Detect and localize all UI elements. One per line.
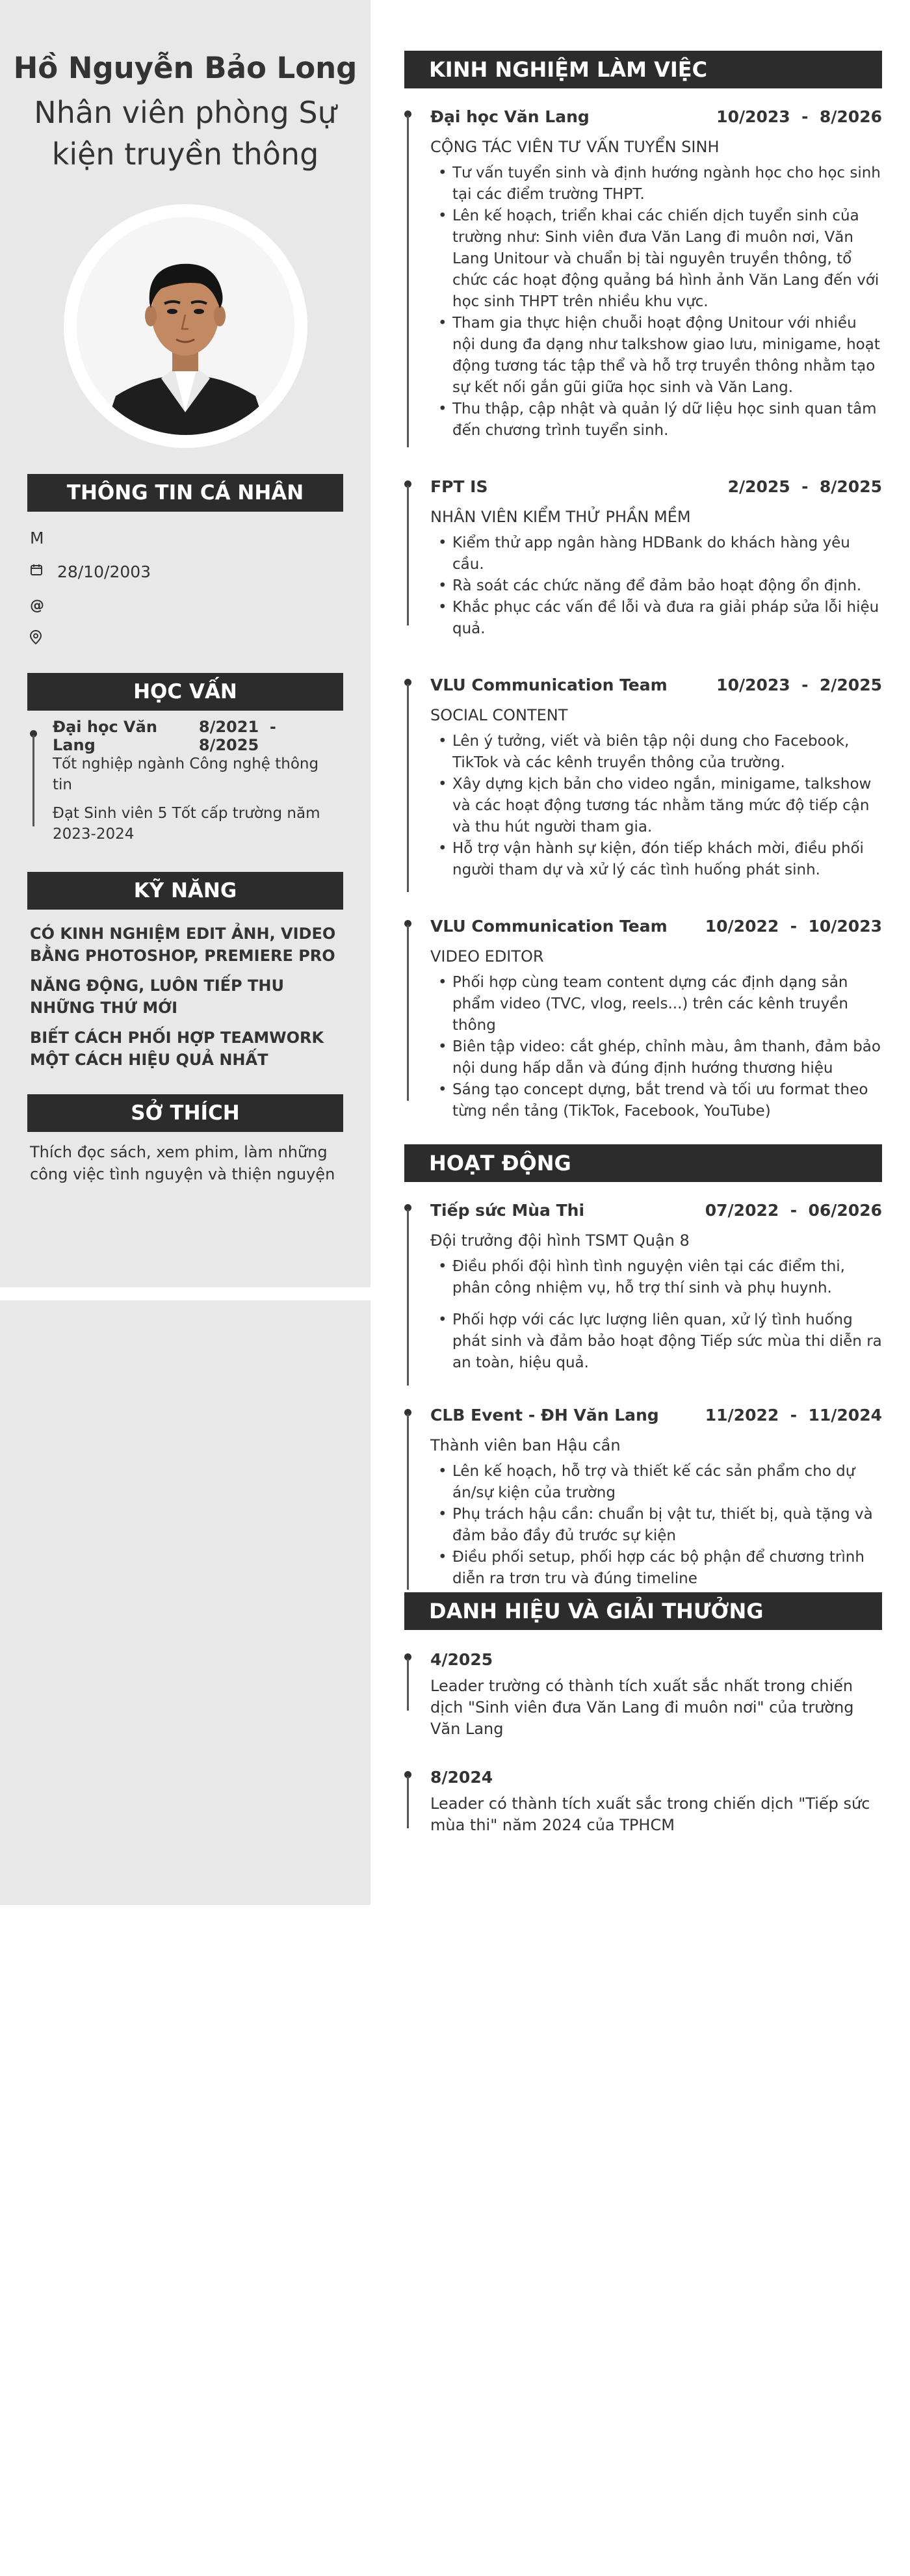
skill-item: NĂNG ĐỘNG, LUÔN TIẾP THU NHỮNG THỨ MỚI (30, 977, 284, 1017)
experience-end: 10/2023 (808, 916, 882, 936)
avatar (77, 217, 294, 435)
experience-org: VLU Communication Team (430, 675, 668, 694)
activity-dates: 07/2022 - 06/2026 (705, 1200, 882, 1220)
bullet-item: • Điều phối setup, phối hợp các bộ phận để chương trình diễn ra trơn tru và đúng timeline (430, 1547, 882, 1590)
sidebar-continued (0, 1300, 370, 1905)
profile-role (0, 92, 370, 175)
bullet-item: • Lên kế hoạch, hỗ trợ và thiết kế các sản phẩm cho dự án/sự kiện của trường (430, 1461, 882, 1504)
bullet-item: • Phối hợp cùng team content dựng các định dạng sản phẩm video (TVC, vlog, reels...) trên các kênh truyền thông (430, 972, 882, 1036)
bullet-item: • Điều phối đội hình tình nguyện viên tại các điểm thi, phân công nhiệm vụ, hỗ trợ thí sinh và phụ huynh. (430, 1256, 882, 1299)
experience-entry (404, 101, 882, 441)
experience-entry (404, 471, 882, 640)
timeline-line (407, 684, 409, 892)
award-date: 8/2024 (430, 1767, 493, 1787)
bullet-item: • Tư vấn tuyển sinh và định hướng ngành học cho học sinh tại các điểm trường THPT. (430, 163, 882, 205)
gender-row (30, 521, 341, 555)
experience-start: 10/2023 (716, 107, 790, 126)
sidebar (0, 0, 370, 1287)
experience-org: Đại học Văn Lang (430, 107, 590, 126)
dob-row (30, 555, 341, 588)
location-icon (30, 630, 44, 648)
bullet-item: • Lên kế hoạch, triển khai các chiến dịch tuyển sinh của trường như: Sinh viên đưa Văn Lang đi muôn nơi, Văn Lang Unitour và chuẩn bị tài nguyên truyền thông, tổ chức các hoạt động quảng bá hình ảnh Văn Lang đến với học sinh THPT trên nhiều khu vực. (430, 205, 882, 313)
experience-title: VIDEO EDITOR (430, 947, 544, 966)
bullet-item: • Xây dựng kịch bản cho video ngắn, minigame, talkshow và các hoạt động tương tác nhằm tăng mức độ tiếp cận và thu hút người tham gia. (430, 774, 882, 838)
bullet-item: • Sáng tạo concept dựng, bắt trend và tối ưu format theo từng nền tảng (TikTok, Facebook, YouTube) (430, 1079, 882, 1122)
experience-header (430, 911, 882, 941)
activity-title: Thành viên ban Hậu cần (430, 1436, 621, 1454)
activity-org: CLB Event - ĐH Văn Lang (430, 1405, 659, 1425)
activity-header (430, 1195, 882, 1225)
dob-value: 28/10/2003 (57, 562, 151, 581)
experience-dates: 2/2025 - 8/2025 (727, 477, 882, 496)
skill-item: CÓ KINH NGHIỆM EDIT ẢNH, VIDEO BẰNG PHOTOSHOP, PREMIERE PRO (30, 925, 336, 965)
experience-bullets (430, 163, 882, 441)
personal-info-list (0, 512, 370, 656)
experience-org: FPT IS (430, 477, 488, 496)
activity-org: Tiếp sức Mùa Thi (430, 1200, 585, 1220)
skills-heading: KỸ NĂNG (27, 872, 343, 910)
education-dates: 8/2021 - 8/2025 (198, 718, 282, 754)
experience-entry (404, 670, 882, 881)
activity-start: 07/2022 (705, 1200, 779, 1220)
email-row (30, 588, 341, 622)
timeline-line (407, 486, 409, 625)
avatar-frame (64, 204, 307, 448)
education-school: Đại học Văn Lang (53, 718, 157, 754)
timeline-line (32, 735, 34, 826)
experience-dates: 10/2022 - 10/2023 (705, 916, 882, 936)
experience-title: NHÂN VIÊN KIỂM THỬ PHẦN MỀM (430, 508, 691, 526)
activity-start: 11/2022 (705, 1405, 779, 1425)
bullet-item: • Lên ý tưởng, viết và biên tập nội dung cho Facebook, TikTok và các kênh truyền thông của trường. (430, 731, 882, 774)
experience-heading: KINH NGHIỆM LÀM VIỆC (404, 51, 882, 88)
avatar-portrait-icon (77, 217, 294, 435)
timeline-line (407, 1304, 409, 1386)
bullet-item: • Thu thập, cập nhật và quản lý dữ liệu học sinh quan tâm đến chương trình tuyển sinh. (430, 399, 882, 441)
experience-entry (404, 911, 882, 1122)
education-start: 8/2021 (198, 718, 259, 736)
education-end: 8/2025 (198, 736, 259, 754)
experience-header (430, 471, 882, 501)
calendar-icon (30, 563, 44, 580)
experience-title: CỘNG TÁC VIÊN TƯ VẤN TUYỂN SINH (430, 138, 720, 156)
hobbies-heading: SỞ THÍCH (27, 1094, 343, 1132)
activity-bullets (430, 1461, 882, 1590)
bullet-item: • Tham gia thực hiện chuỗi hoạt động Unitour với nhiều nội dung đa dạng như talkshow giao lưu, minigame, hoạt động tương tác tập thể và hỗ trợ truyền thông nhằm tạo sự kết nối gắn gũi giữa học sinh và Văn Lang. (430, 313, 882, 399)
timeline-line (407, 1776, 409, 1828)
timeline-line (407, 116, 409, 447)
activity-entry (404, 1400, 882, 1590)
main-column (404, 51, 882, 1299)
education-degree: Tốt nghiệp ngành Công nghệ thông tin (53, 756, 319, 793)
activity-title: Đội trưởng đội hình TSMT Quận 8 (430, 1231, 690, 1250)
bullet-item: • Khắc phục các vấn đề lỗi và đưa ra giải pháp sửa lỗi hiệu quả. (430, 597, 882, 640)
bullet-item: • Phụ trách hậu cần: chuẩn bị vật tư, thiết bị, quà tặng và đảm bảo đầy đủ trước sự kiện (430, 1504, 882, 1547)
gender-value: M (30, 528, 44, 547)
award-entry (404, 1644, 882, 1740)
award-entry (404, 1762, 882, 1836)
award-date: 4/2025 (430, 1649, 493, 1669)
location-row (30, 622, 341, 656)
profile-role-line-1: Nhân viên phòng Sự (34, 95, 337, 130)
profile-role-line-2: kiện truyền thông (51, 137, 319, 172)
experience-bullets (430, 532, 882, 640)
activities-heading: HOẠT ĐỘNG (404, 1144, 882, 1182)
cv-page-2 (0, 1300, 910, 1905)
bullet-item: • Kiểm thử app ngân hàng HDBank do khách hàng yêu cầu. (430, 532, 882, 575)
experience-header (430, 101, 882, 131)
experience-end: 2/2025 (819, 675, 882, 694)
education-achievement: Đạt Sinh viên 5 Tốt cấp trường năm 2023-2024 (53, 805, 320, 843)
activity-end: 06/2026 (808, 1200, 882, 1220)
education-header (53, 718, 341, 754)
experience-end: 8/2025 (819, 477, 882, 496)
bullet-item: • Biên tập video: cắt ghép, chỉnh màu, âm thanh, đảm bảo nội dung hấp dẫn và đúng định hướng thương hiệu (430, 1036, 882, 1079)
experience-start: 2/2025 (727, 477, 790, 496)
timeline-line (407, 1209, 409, 1307)
experience-start: 10/2022 (705, 916, 779, 936)
education-entry (30, 718, 341, 845)
profile-name: Hồ Nguyễn Bảo Long (13, 51, 358, 85)
activity-bullets (430, 1256, 882, 1299)
activity-entry (404, 1195, 882, 1299)
experience-end: 8/2026 (819, 107, 882, 126)
experience-dates: 10/2023 - 2/2025 (716, 675, 882, 694)
bullet-item: • Phối hợp với các lực lượng liên quan, xử lý tình huống phát sinh và đảm bảo hoạt động Tiếp sức mùa thi diễn ra an toàn, hiệu quả. (430, 1309, 882, 1374)
award-text: Leader có thành tích xuất sắc trong chiến dịch "Tiếp sức mùa thi" năm 2024 của TPHCM (430, 1794, 870, 1834)
activity-entry-continued (404, 1304, 882, 1374)
activity-dates: 11/2022 - 11/2024 (705, 1405, 882, 1425)
experience-title: SOCIAL CONTENT (430, 706, 568, 724)
email-icon: @ (30, 597, 44, 614)
bullet-item: • Hỗ trợ vận hành sự kiện, đón tiếp khách mời, điều phối người tham dự và xử lý các tình huống phát sinh. (430, 838, 882, 881)
personal-info-heading: THÔNG TIN CÁ NHÂN (27, 474, 343, 512)
award-text: Leader trường có thành tích xuất sắc nhất trong chiến dịch "Sinh viên đưa Văn Lang đi muôn nơi" của trường Văn Lang (430, 1677, 854, 1738)
experience-header (430, 670, 882, 700)
experience-dates: 10/2023 - 8/2026 (716, 107, 882, 126)
experience-start: 10/2023 (716, 675, 790, 694)
experience-bullets (430, 731, 882, 881)
timeline-line (407, 1414, 409, 1590)
activity-bullets (430, 1304, 882, 1374)
timeline-line (407, 925, 409, 1101)
timeline-line (407, 1659, 409, 1711)
skill-item: BIẾT CÁCH PHỐI HỢP TEAMWORK MỘT CÁCH HIỆU QUẢ NHẤT (30, 1029, 324, 1069)
main-column-continued (404, 1300, 882, 1836)
awards-heading: DANH HIỆU VÀ GIẢI THƯỞNG (404, 1592, 882, 1630)
activity-header (430, 1400, 882, 1430)
education-heading: HỌC VẤN (27, 673, 343, 711)
hobbies-text: Thích đọc sách, xem phim, làm những công việc tình nguyện và thiện nguyện (30, 1143, 335, 1183)
experience-org: VLU Communication Team (430, 916, 668, 936)
activity-end: 11/2024 (808, 1405, 882, 1425)
bullet-item: • Rà soát các chức năng để đảm bảo hoạt động ổn định. (430, 575, 882, 597)
experience-bullets (430, 972, 882, 1122)
